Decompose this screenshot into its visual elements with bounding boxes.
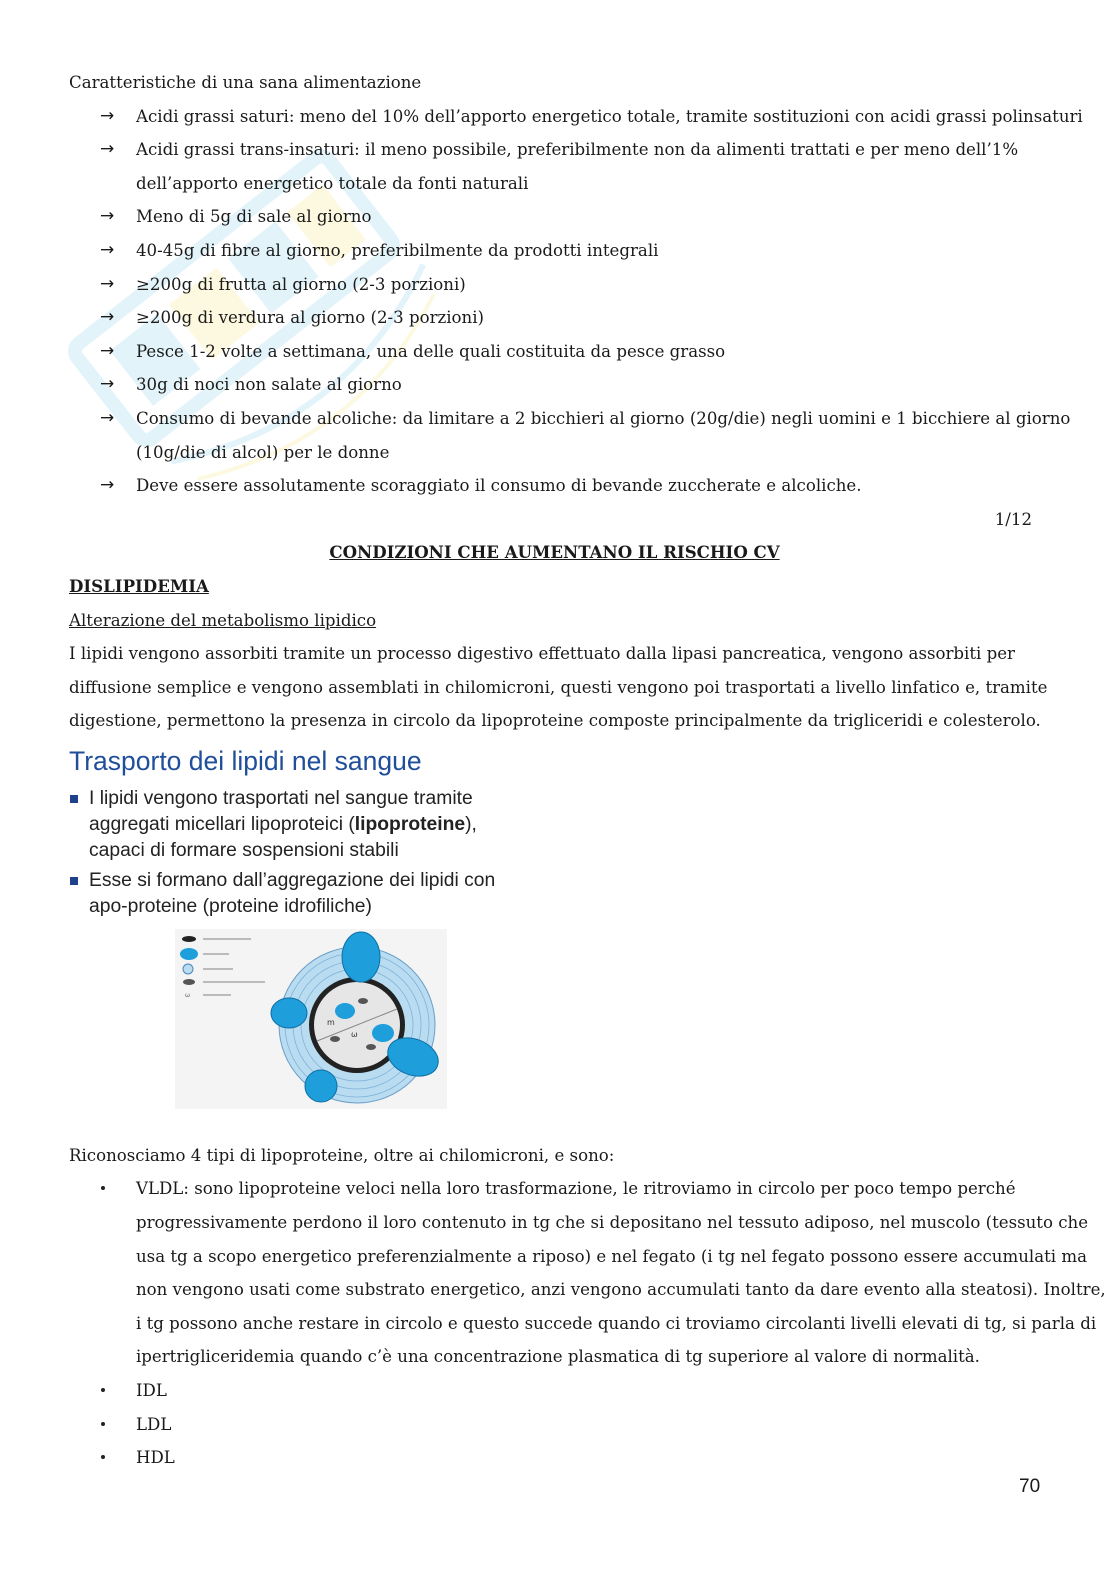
- document-page: [69, 66, 1106, 1475]
- svg-text:ω: ω: [351, 1029, 358, 1039]
- page-number: 70: [1019, 1476, 1041, 1497]
- bullet-dot-icon: [101, 1186, 105, 1190]
- svg-text:ω: ω: [185, 991, 191, 999]
- arrow-icon: →: [100, 139, 115, 160]
- arrow-icon: →: [100, 239, 115, 260]
- list-item: LDL: [69, 1408, 1049, 1442]
- list-item: → ≥200g di verdura al giorno (2-3 porzioni): [69, 301, 1049, 335]
- bullet-dot-icon: [101, 1455, 105, 1459]
- arrow-icon: →: [100, 374, 115, 395]
- arrow-icon: →: [100, 407, 115, 428]
- section-title: CONDIZIONI CHE AUMENTANO IL RISCHIO CV: [329, 542, 780, 563]
- list-item: HDL: [69, 1441, 1049, 1475]
- arrow-icon: →: [100, 206, 115, 227]
- list-item: → 40-45g di fibre al giorno, preferibilmente da prodotti integrali: [69, 234, 1049, 268]
- page-counter: 1/12: [994, 509, 1032, 529]
- arrow-icon: →: [100, 105, 115, 126]
- slide-title: Trasporto dei lipidi nel sangue: [69, 745, 422, 776]
- bullet-dot-icon: [101, 1422, 105, 1426]
- square-bullet-icon: [70, 877, 78, 885]
- slide-bullet: Esse si formano dall’aggregazione dei lipidi con apo-proteine (proteine idrofiliche): [69, 868, 495, 920]
- bullet-dot-icon: [101, 1388, 105, 1392]
- embedded-slide: [69, 744, 1049, 1139]
- arrow-icon: →: [100, 273, 115, 294]
- list-item: → Deve essere assolutamente scoraggiato il consumo di bevande zuccherate e alcoliche.: [69, 469, 1049, 503]
- section-paragraph: I lipidi vengono assorbiti tramite un processo digestivo effettuato dalla lipasi pancreatica, vengono assorbiti per diffusione semplice e vengono assemblati in chilomicroni, questi vengono poi trasportati a livello linfatico e, tramite digestione, permettono la presenza in circolo da lipoproteine composte principalmente da trigliceridi e colesterolo.: [69, 644, 1048, 731]
- list-item: → Meno di 5g di sale al giorno: [69, 200, 1049, 234]
- slide-bullets: [69, 786, 495, 920]
- section-subheading: Alterazione del metabolismo lipidico: [69, 610, 377, 630]
- square-bullet-icon: [70, 795, 78, 803]
- list-item: → Consumo di bevande alcoliche: da limitare a 2 bicchieri al giorno (20g/die) negli uomini e 1 bicchiere al giorno (10g/die di alcol) per le donne: [69, 402, 1049, 469]
- arrow-icon: →: [100, 307, 115, 328]
- section-subtitle: DISLIPIDEMIA: [69, 575, 209, 596]
- intro-heading: Caratteristiche di una sana alimentazione: [69, 73, 422, 92]
- list-item: → 30g di noci non salate al giorno: [69, 368, 1049, 402]
- slide-bullet: I lipidi vengono trasportati nel sangue tramite aggregati micellari lipoproteici (lipoproteine), capaci di formare sospensioni stabili: [69, 786, 495, 864]
- arrow-icon: →: [100, 340, 115, 361]
- list-item: VLDL: sono lipoproteine veloci nella loro trasformazione, le ritroviamo in circolo per poco tempo perché progressivamente perdono il loro contenuto in tg che si depositano nel tessuto adiposo, nel muscolo (tessuto che usa tg a scopo energetico preferenzialmente a riposo) e nel fegato (i tg nel fegato possono essere accumulati ma non vengono usati come substrato energetico, anzi vengono accumulati tanto da dare evento alla steatosi). Inoltre, i tg possono anche restare in circolo e questo succede quando ci troviamo circolanti livelli elevati di tg, si parla di ipertrigliceridemia quando c’è una concentrazione plasmatica di tg superiore al valore di normalità.: [69, 1172, 1049, 1374]
- list-item: → Pesce 1-2 volte a settimana, una delle quali costituita da pesce grasso: [69, 335, 1049, 369]
- svg-text:m: m: [327, 1017, 335, 1027]
- list-item: IDL: [69, 1374, 1049, 1408]
- lipoproteins-list: [69, 1172, 1106, 1474]
- list-item: → ≥200g di frutta al giorno (2-3 porzioni): [69, 268, 1049, 302]
- list-item: → Acidi grassi trans-insaturi: il meno possibile, preferibilmente non da alimenti trattati e per meno dell’1% dell’apporto energetico totale da fonti naturali: [69, 133, 1049, 200]
- arrow-icon: →: [100, 475, 115, 496]
- lipoprotein-diagram: [175, 929, 447, 1109]
- recommendations-list: [69, 100, 1083, 503]
- lipoproteins-intro: Riconosciamo 4 tipi di lipoproteine, oltre ai chilomicroni, e sono:: [69, 1145, 615, 1165]
- list-item: → Acidi grassi saturi: meno del 10% dell’apporto energetico totale, tramite sostituzioni con acidi grassi polinsaturi: [69, 100, 1049, 134]
